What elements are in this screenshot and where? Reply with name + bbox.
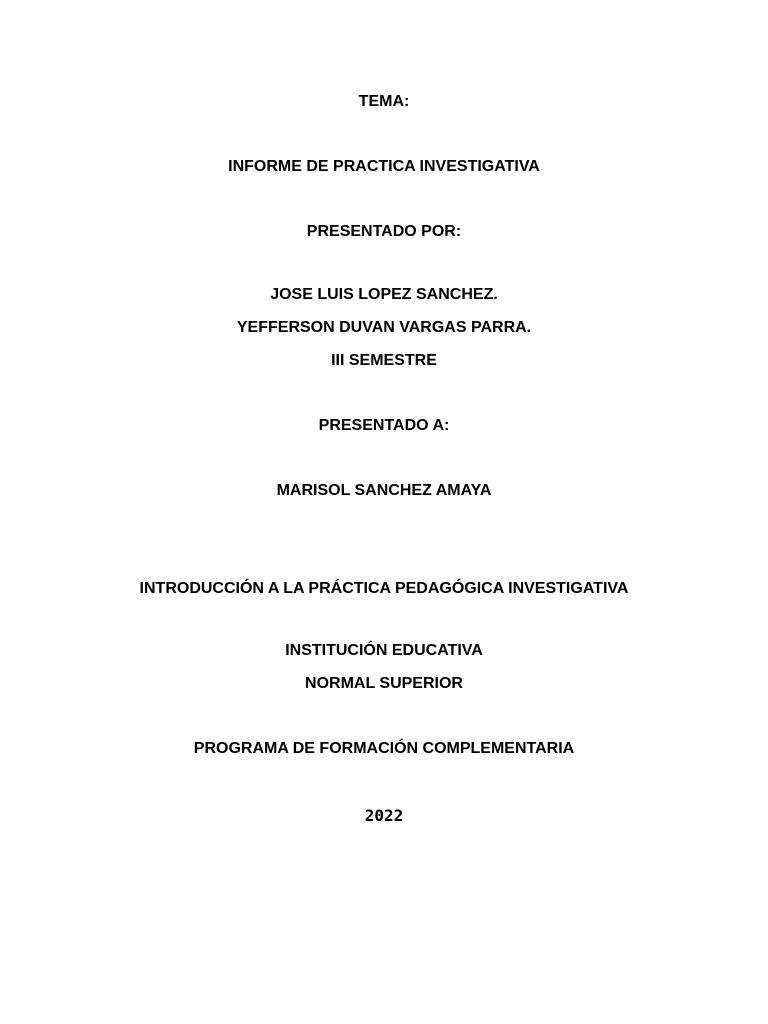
course-title: INTRODUCCIÓN A LA PRÁCTICA PEDAGÓGICA INVESTIGATIVA	[139, 580, 629, 597]
presented-to-label: PRESENTADO A:	[318, 417, 450, 434]
semester: III SEMESTRE	[331, 352, 437, 369]
program-title: PROGRAMA DE FORMACIÓN COMPLEMENTARIA	[193, 740, 575, 757]
tema-label: TEMA:	[358, 93, 410, 110]
year: 2022	[364, 806, 404, 825]
author-name: YEFFERSON DUVAN VARGAS PARRA.	[236, 319, 532, 336]
institution-line-1: INSTITUCIÓN EDUCATIVA	[285, 642, 483, 659]
presented-by-label: PRESENTADO POR:	[306, 223, 462, 240]
author-name: JOSE LUIS LOPEZ SANCHEZ.	[270, 286, 498, 303]
tema-value: INFORME DE PRACTICA INVESTIGATIVA	[228, 158, 540, 175]
institution-line-2: NORMAL SUPERIOR	[305, 675, 463, 692]
recipient-name: MARISOL SANCHEZ AMAYA	[276, 482, 492, 499]
